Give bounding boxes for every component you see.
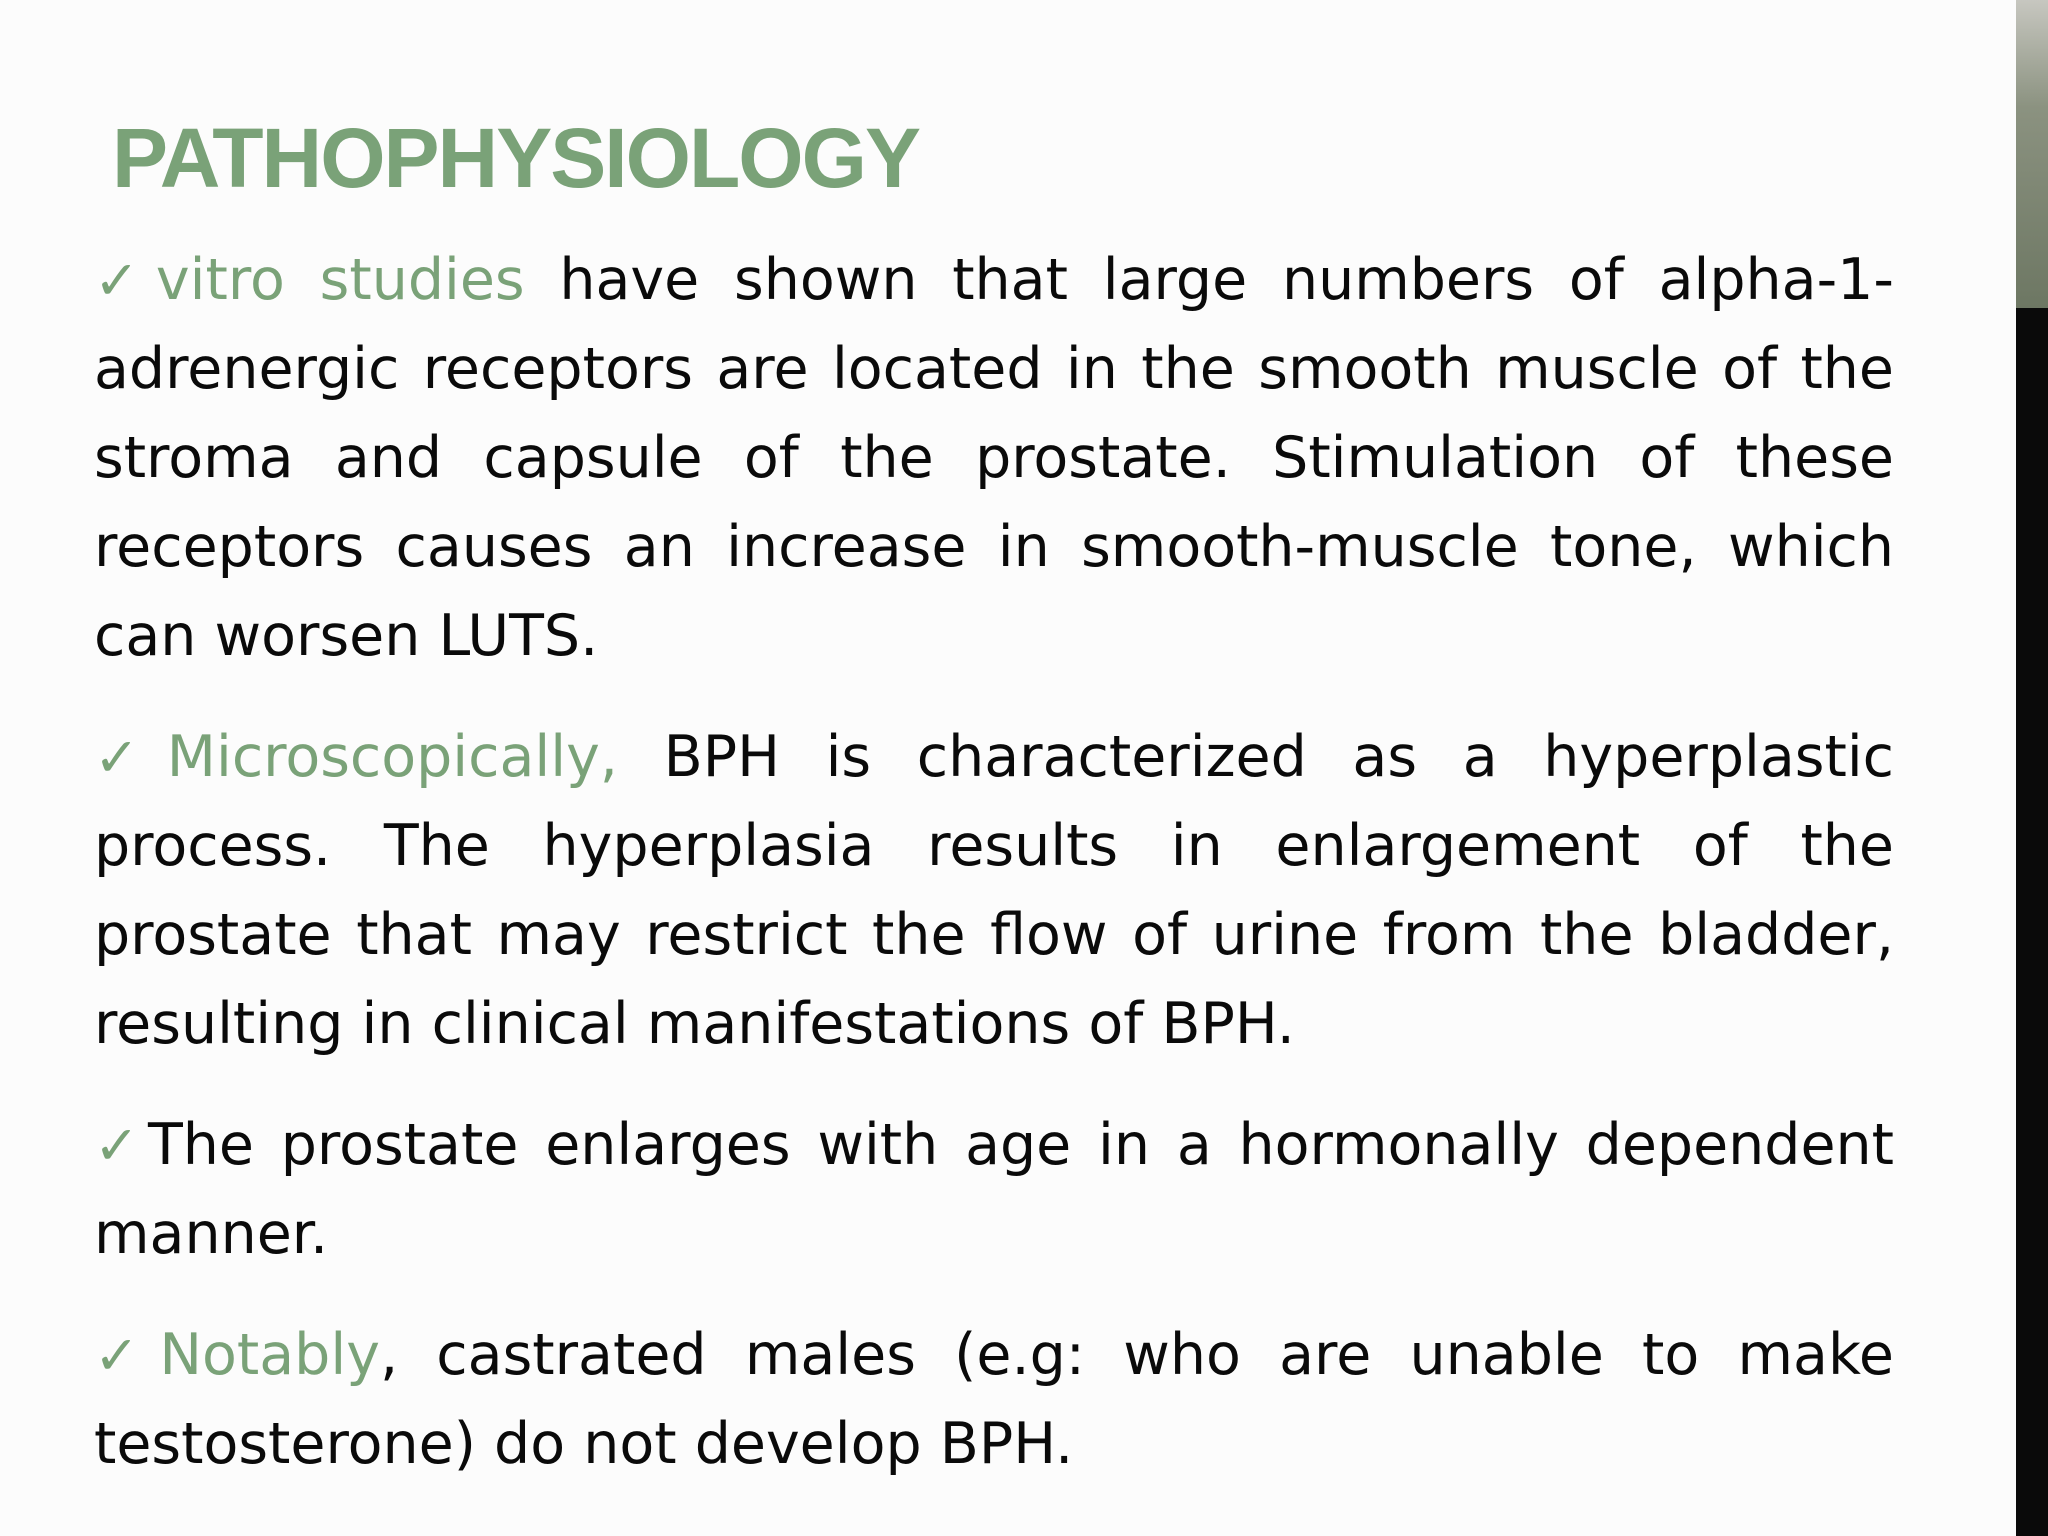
checkmark-icon: ✓ (94, 1114, 148, 1177)
bullet-text: The prostate enlarges with age in a hormonally dependent manner. (94, 1112, 1894, 1267)
bullet-lead: Notably (159, 1322, 380, 1388)
bullet-lead: vitro studies (155, 247, 525, 313)
bullet-item (94, 713, 1894, 1069)
side-decoration-accent (2016, 0, 2048, 308)
bullet-item (94, 236, 1894, 681)
bullet-text: have shown that large numbers of alpha-1-adrenergic receptors are located in the smooth muscle of the stroma and capsule of the prostate. Stimulation of these receptors causes an increase in smooth-muscle tone, which can worsen LUTS. (94, 247, 1894, 669)
slide-title: PATHOPHYSIOLOGY (112, 111, 919, 205)
bullet-text: BPH is characterized as a hyperplastic process. The hyperplasia results in enlargement of the prostate that may restrict the flow of urine from the bladder, resulting in clinical manifestations of BPH. (94, 724, 1894, 1057)
bullet-item (94, 1101, 1894, 1279)
slide-body (94, 236, 1894, 1521)
checkmark-icon: ✓ (94, 1324, 160, 1387)
bullet-item (94, 1311, 1894, 1489)
checkmark-icon: ✓ (94, 726, 167, 789)
bullet-lead: Microscopically, (166, 724, 618, 790)
checkmark-icon: ✓ (94, 249, 156, 312)
bullet-text: , castrated males (e.g: who are unable to make testosterone) do not develop BPH. (94, 1322, 1895, 1477)
